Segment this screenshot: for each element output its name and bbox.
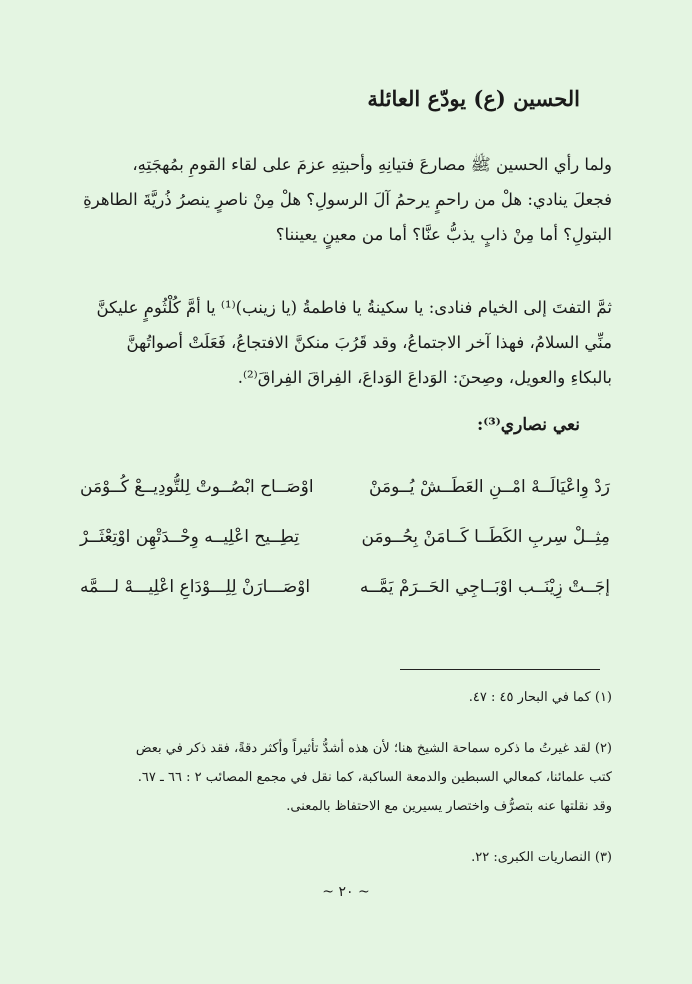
verse-second-hemistich: اوْصَــاح ابْصُــوتْ لِلتُّودِيــعْ كُــوْمَن [80, 477, 314, 497]
footnote-line: وقد نقلتها عنه بتصرُّف واختصار يسيرين مع الاحتفاظ بالمعنى. [286, 799, 612, 814]
paragraph-line: بالبكاءِ والعويل، وصِحنَ: الوَداعَ الوَداعَ، الفِراقَ الفِراقَ⁽²⁾. [237, 368, 612, 387]
verse-first-hemistich: مِثِــلْ سِربِ الكَطَــا كَــامَنْ بِحُــومَن [361, 527, 610, 547]
paragraph-2 [80, 290, 612, 395]
verse-first-hemistich: رَدْ وِاعْيَالَــهْ امْــنِ العَطَــشْ يُــومَنْ [369, 477, 610, 497]
page-number: ~ ٢٠ ~ [322, 884, 370, 900]
paragraph-line: البتولِ؟ أما مِنْ ذابٍ يذبُّ عنَّا؟ أما من معينٍ يعيننا؟ [275, 225, 612, 244]
section-title: الحسين (ع) يودّع العائلة [367, 86, 580, 111]
poem [80, 470, 610, 620]
verse-first-hemistich: إجَــتْ زِيْنَــب اوْبَــاجِي الحَــرَمْ يَمَّــه [359, 577, 610, 597]
poem-verse [80, 470, 610, 520]
footnote-divider [400, 669, 600, 670]
footnote-line: (٢) لقد غيرتُ ما ذكره سماحة الشيخ هنا؛ لأن هذه أشدُّ تأثيراً وأكثر دقةً، فقد ذكر في بعض [135, 741, 612, 756]
footnote-1: (١) كما في البحار ٤٥ : ٤٧. [468, 690, 612, 705]
paragraph-line: ثمَّ التفتَ إلى الخيام فنادى: يا سكينةُ يا فاطمةُ (يا زينب)⁽¹⁾ يا أمَّ كُلْثُومٍ عليكنَّ [96, 298, 612, 317]
paragraph-line: ولما رأي الحسين ﷺ مصارعَ فتيانِهِ وأحبتِهِ عزمَ على لقاء القومِ بمُهجَتِهِ، [132, 155, 612, 174]
footnote-3: (٣) النصاريات الكبرى: ٢٢. [471, 850, 612, 865]
verse-second-hemistich: تِطِــيح اعْلِيــه وِحْــدَتْهِن اوْتِعْثَــرْ [80, 527, 300, 547]
verse-second-hemistich: اوْصَـــارَنْ لِلِـــوْدَاعِ اعْلِيـــهْ لـــمَّه [80, 577, 311, 597]
poem-verse [80, 520, 610, 570]
poem-verse [80, 570, 610, 620]
paragraph-line: منِّي السلامُ، فهذا آخر الاجتماعُ، وقد قَرُبَ منكنَّ الافتجاعُ، فَعَلَتْ أصواتُهنَّ [126, 333, 612, 352]
footnote-2 [80, 734, 612, 821]
paragraph-line: فجعلَ ينادي: هلْ من راحمٍ يرحمُ آلَ الرسولِ؟ هلْ مِنْ ناصرٍ ينصرُ ذُريَّةَ الطاهرةِ [83, 190, 612, 209]
poem-heading: نعي نصاري⁽³⁾: [476, 415, 580, 435]
footnote-line: كتب علمائنا، كمعالي السبطين والدمعة الساكبة، كما نقل في مجمع المصائب ٢ : ٦٦ ـ ٦٧. [137, 770, 612, 785]
paragraph-1 [80, 147, 612, 252]
